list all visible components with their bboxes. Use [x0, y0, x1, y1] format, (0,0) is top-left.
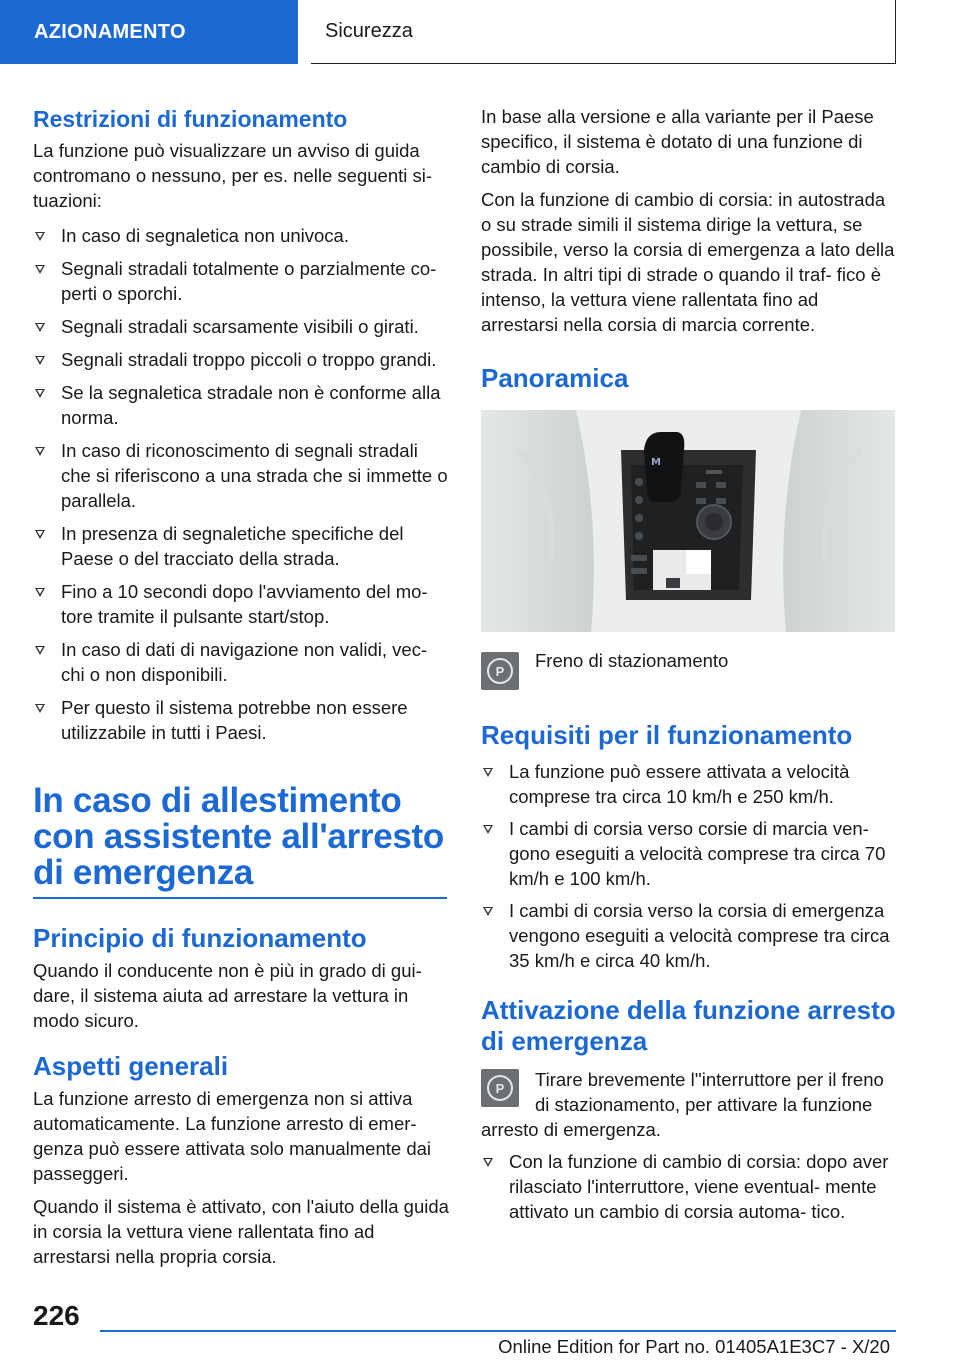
activation-heading: Attivazione della funzione arresto di emergenza — [481, 995, 896, 1056]
restrictions-list — [33, 223, 449, 745]
list-item: Fino a 10 secondi dopo l'avviamento del mo- tore tramite il pulsante start/stop. — [33, 579, 449, 629]
page-number: 226 — [33, 1300, 80, 1331]
section-title: Sicurezza — [325, 20, 413, 42]
list-item: Con la funzione di cambio di corsia: dopo aver rilasciato l'interruttore, viene eventual- mente attivato un cambio di corsia automa- tico. — [481, 1149, 897, 1224]
bullet-triangle-icon — [35, 389, 45, 398]
list-item: La funzione può essere attivata a velocità comprese tra circa 10 km/h e 250 km/h. — [481, 759, 897, 809]
list-item: Segnali stradali totalmente o parzialmente co- perti o sporchi. — [33, 256, 449, 306]
list-item: Se la segnaletica stradale non è conforme alla norma. — [33, 380, 449, 430]
list-item: Segnali stradali scarsamente visibili o girati. — [33, 314, 449, 339]
principle-text: Quando il conducente non è più in grado di gui- dare, il sistema aiuta ad arrestare la vettura in modo sicuro. — [33, 959, 422, 1031]
parking-brake-icon — [481, 652, 519, 690]
list-item: Segnali stradali troppo piccoli o troppo grandi. — [33, 347, 449, 372]
version-paragraph-1: In base alla versione e alla variante per il Paese specifico, il sistema è dotato di una funzione di cambio di corsia. — [481, 106, 874, 177]
activation-text: Tirare brevemente l''interruttore per il freno di stazionamento, per attivare la funzione arresto di emergenza. — [481, 1069, 884, 1140]
main-heading: In caso di allestimento con assistente all'arresto di emergenza — [33, 781, 444, 892]
bullet-triangle-icon — [35, 447, 45, 456]
restrictions-heading: Restrizioni di funzionamento — [33, 106, 348, 132]
list-item: In caso di segnaletica non univoca. — [33, 223, 449, 248]
section-header — [311, 0, 896, 64]
bullet-triangle-icon — [35, 356, 45, 365]
svg-text:M: M — [651, 457, 661, 468]
bullet-triangle-icon — [483, 1158, 493, 1167]
chapter-tab — [0, 0, 298, 64]
list-item: In caso di riconoscimento di segnali stradali che si riferiscono a una strada che si immette o parallela. — [33, 438, 449, 513]
general-paragraph-1: La funzione arresto di emergenza non si attiva automaticamente. La funzione arresto di emer- genza può essere attivata solo manualmente dai passeggeri. — [33, 1087, 432, 1184]
overview-heading: Panoramica — [481, 363, 629, 393]
bullet-triangle-icon — [35, 265, 45, 274]
list-item: I cambi di corsia verso corsie di marcia ven- gono eseguiti a velocità comprese tra circa 70 km/h e 100 km/h. — [481, 816, 897, 891]
version-paragraph-2: Con la funzione di cambio di corsia: in autostrada o su strade simili il sistema dirige la vettura, se possibile, verso la corsia di emergenza a lato della strada. In altri tipi di strade o quando il traf- fico è intenso, la vettura viene rallentata fino ad arrestarsi nella corsia di marcia corrente. — [481, 189, 895, 335]
bullet-triangle-icon — [35, 530, 45, 539]
parking-brake-legend — [481, 652, 897, 690]
principle-heading: Principio di funzionamento — [33, 922, 367, 953]
center-console-illustration — [481, 410, 895, 632]
list-item: I cambi di corsia verso la corsia di emergenza vengono eseguiti a velocità comprese tra circa 35 km/h e circa 40 km/h. — [481, 898, 897, 973]
bullet-triangle-icon — [483, 825, 493, 834]
activation-list — [481, 1149, 897, 1224]
parking-brake-icon — [481, 1069, 519, 1107]
bullet-triangle-icon — [483, 768, 493, 777]
general-heading: Aspetti generali — [33, 1050, 229, 1081]
left-column — [33, 98, 449, 1269]
bullet-triangle-icon — [483, 907, 493, 916]
parking-brake-symbol: P — [487, 658, 513, 684]
general-paragraph-2: Quando il sistema è attivato, con l'aiuto della guida in corsia la vettura viene rallentata fino ad arrestarsi nella propria corsia. — [33, 1195, 449, 1267]
heading-rule — [33, 897, 447, 899]
footer-rule — [100, 1330, 896, 1332]
bullet-triangle-icon — [35, 323, 45, 332]
requirements-list — [481, 759, 897, 973]
bullet-triangle-icon — [35, 646, 45, 655]
list-item: In presenza di segnaletiche specifiche del Paese o del tracciato della strada. — [33, 521, 449, 571]
list-item: Per questo il sistema potrebbe non essere utilizzabile in tutti i Paesi. — [33, 695, 449, 745]
requirements-heading: Requisiti per il funzionamento — [481, 720, 853, 750]
bullet-triangle-icon — [35, 704, 45, 713]
restrictions-intro: La funzione può visualizzare un avviso di guida contromano o nessuno, per es. nelle seguenti si- tuazioni: — [33, 140, 433, 211]
chapter-title: AZIONAMENTO — [34, 20, 186, 43]
right-column — [481, 98, 897, 1224]
activation-block — [481, 1067, 897, 1142]
edition-note: Online Edition for Part no. 01405A1E3C7 - X/20 — [498, 1336, 890, 1357]
parking-brake-label: Freno di stazionamento — [535, 650, 729, 671]
bullet-triangle-icon — [35, 232, 45, 241]
bullet-triangle-icon — [35, 588, 45, 597]
parking-brake-symbol: P — [487, 1075, 513, 1101]
list-item: In caso di dati di navigazione non validi, vec- chi o non disponibili. — [33, 637, 449, 687]
center-console-photo — [481, 410, 895, 632]
